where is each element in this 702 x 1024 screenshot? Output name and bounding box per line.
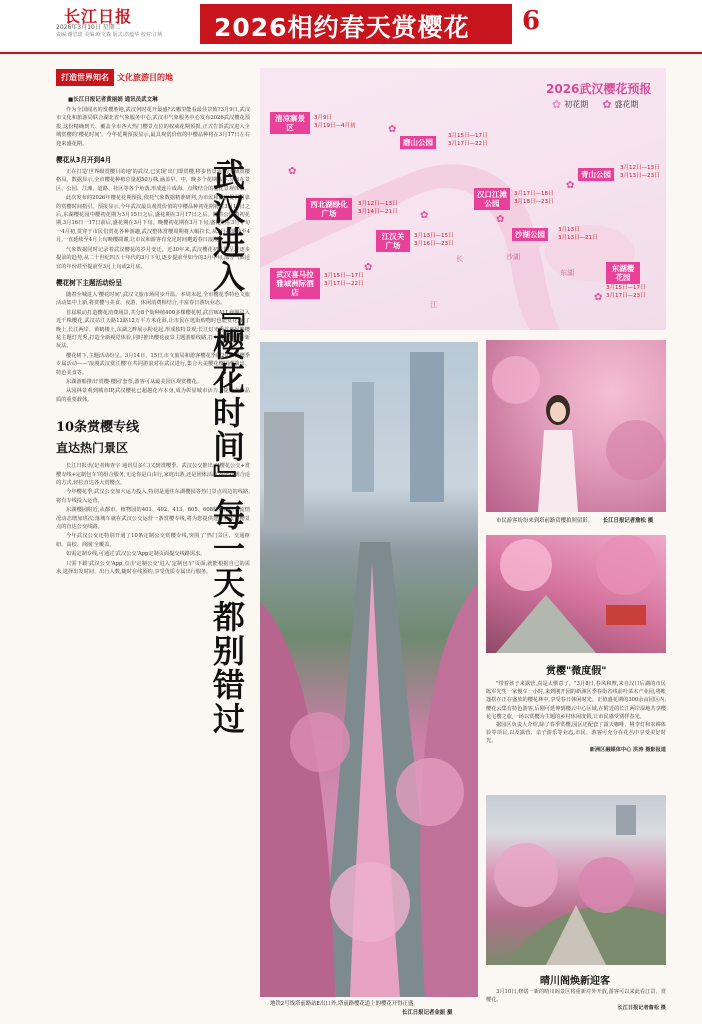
girl-under-cherry-photo: [486, 340, 666, 512]
section-tag: [56, 68, 250, 86]
spot-early-date: 3月15日—17日: [606, 285, 646, 291]
blossom-bud-icon: ✿: [552, 98, 562, 111]
map-spot-dates: [514, 190, 554, 206]
girl-illustration: [486, 340, 666, 512]
map-spot-dates: [324, 272, 364, 288]
qingchuan-text: [486, 988, 666, 1013]
article-paragraph: "带着孩子来露营,真是太惬意了。"3月8日,春风和煦,来自汉口后湖的市民陈军先生一家慢车一小时,来到刚开园的新洲区季春街省线前叶菜木产业园,将帐篷搭在正在盛放的樱花林中,享受春日休闲时光。正值盛花期的300余亩园区内,樱花云集有特色游客,后刚可延伸到樱云中心区域,在附近的长江两岸湿地共享樱花宅樱之旅,一场以赏樱为主题的乡村休闲度假,让市民感受别样春光。: [486, 681, 666, 720]
caption-credit: 长江日报记者詹松 摄: [602, 518, 654, 524]
photo1-caption: [496, 516, 653, 524]
cherry-avenue-illustration: [260, 342, 478, 997]
spot-full-date: 3月17日—22日: [324, 281, 364, 287]
section-banner: [200, 4, 512, 44]
camp-illustration: [486, 535, 666, 653]
map-spot-dates: [414, 232, 454, 248]
blossom-marker-icon: ✿: [420, 210, 429, 221]
article-paragraph: 据园区负责人介绍,除了春季赏樱,园区还配套了露天咖啡、桃李灯和农耕体验等项目,以及露营、亲子游乐等业态,市民、游客可充分在花丛中享受美好时光。: [486, 722, 666, 745]
section-tag-rest: 文化旅游目的地: [117, 72, 173, 82]
main-headline: 武汉进入『樱花时间』每一天都别错过: [208, 158, 246, 736]
qingchuan-pavilion-photo: [486, 795, 666, 965]
article-paragraph: 从园林景观到城市IP,武汉樱花已超越花卉本身,成为彰显城市活力、提升文旅品质的重要载体。: [56, 388, 250, 403]
map-place-word: 东湖: [560, 269, 574, 277]
big-photo-credit: 长江日报记者金振 摄: [402, 1010, 453, 1016]
spot-early-date: 3月17日—18日: [514, 191, 554, 197]
legend-full-label: 盛花期: [614, 100, 639, 109]
article-paragraph: 正在打造'世界级赏樱目的地'的武汉,已实现'出门即赏樱,移步皆景色'的全域赏樱格局。数据显示,全市樱花种植总量超50万株,涵盖早、中、晚多个花期品种,分布在景区、公园、江滩、道路、社区等各个角落,形成连片成海、点线结合的樱花景观体系。: [56, 169, 250, 192]
map-spot-name: 青山公园: [578, 168, 614, 181]
map-place-word: 长: [456, 255, 463, 263]
blossom-marker-icon: ✿: [388, 124, 397, 135]
spot-early-date: 3月12日—13日: [358, 201, 398, 207]
microholiday-text: [486, 680, 666, 754]
article-byline: ■长江日报记者黄丽娟 通讯员武文琳: [68, 97, 158, 103]
article-subhead: 樱花从3月开到4月: [56, 156, 112, 165]
legend-early: [552, 98, 588, 111]
spot-full-date: 3月17日—22日: [448, 141, 488, 147]
spot-full-date: 3月17日—23日: [606, 293, 646, 299]
spot-early-date: 3月13日—15日: [414, 233, 454, 239]
bus-article-title-line1: 10条赏樱专线: [56, 420, 140, 436]
article-paragraph: 东湖游船推出'赏樱·樱园'套票,游客可从最美园区观赏樱花。: [66, 378, 202, 385]
masthead-divider: [0, 52, 702, 54]
article-paragraph: 气象数据同时记录着武汉樱花的岁月变迁。近30年来,武汉樱花初花期呈现逐步提前的趋势,从二十世纪四五十年代的3月下旬,逐步提前至如今的3月中旬,部分气候适宜的年份甚至提前至3月上旬或2月底。: [56, 246, 250, 270]
legend-early-label: 初花期: [564, 100, 589, 109]
map-spot-dates: [448, 132, 488, 148]
blossom-full-icon: ✿: [602, 98, 612, 111]
section-tag-box: 打造世界知名: [56, 69, 114, 86]
page-number: 6: [522, 6, 541, 36]
spot-early-date: 3月12日—13日: [620, 165, 660, 171]
map-spot-dates: [620, 164, 660, 180]
section-heading-qingchuan: 晴川阁焕新迎客: [540, 976, 610, 987]
section-heading-microholiday: 赏樱"微度假": [546, 666, 607, 677]
map-spot-dates: [558, 226, 598, 242]
map-spot-name: 清凉寨景区: [270, 112, 310, 134]
article-paragraph: 首届联动打造樱花消费场景,共分8个街种植400多棵樱花树,武昌WALL商圈引入近千株樱花,武汉站江天路12路12万平方米花海,让市民在逛街购物时也能赏花;到了晚上,长江两岸、黄鹤楼上,东湖之畔展示粉花起,形成独特景观;长江灯光秀首度展映樱花主题灯光秀,打造全新视觉体验,同时推出樱花夜景主题游船线路,打卡樱花季夜游新玩法。: [56, 309, 250, 350]
blossom-marker-icon: ✿: [364, 262, 373, 273]
masthead: [0, 0, 702, 50]
spot-full-date: 3月14日—21日: [358, 209, 398, 215]
article-credit: 长江日报记者詹松 摄: [617, 1005, 666, 1012]
spot-early-date: 3月15日—17日: [324, 273, 364, 279]
article-paragraph: 随着全城进入'樱花时间',武汉文旅市场同步升温。本周末起,全市樱花季特色文旅活动集中上新,将赏樱与美食、夜游、休闲消费相结合,丰富春日游玩业态。: [56, 291, 250, 307]
article-paragraph: 此次发布的2026年樱花花期预报,依托气象数据精准研判,为市民和游客提供可靠的赏樱时间指引。预报显示,今年武汉最具观赏价值的中樱品种初花期将在3月11日之后,东湖樱花园中樱初花期为3月15日之后,盛花期在3月17日之后。随着公园的初花期,3月16日一17日前后,盛花期在3月下旬。晚樱初花期在3月下旬,盛花期在3月下旬一4月初,贯穿于市民们赏花各种游趣,武汉整体赏樱周期将大幅拉长,从3月初延续至4月,一直延续至4月上旬晚樱凋谢,让市民和游客有充足时间邂逅春日浪漫。: [56, 195, 250, 244]
blossom-marker-icon: ✿: [594, 292, 603, 303]
article-paragraph: 今年樱花季,武汉公交加大运力投入,特别是通往东湖樱园等热门景点周边的线路,将有专线投入运营。: [56, 489, 250, 504]
editors-line: 责编:谢思琦 美编:欧文森 版式:洪蕴华 校对:江峡: [56, 32, 163, 38]
spot-full-date: 3月19日—4月初: [314, 123, 356, 129]
caption-text: 地铁2号线塔前路站E出口外,塔前路樱花道上的樱花开得正盛。: [270, 1001, 419, 1007]
article-credit: 新洲区融媒体中心 洪涛 摄影报道: [589, 746, 666, 753]
map-spot-name: 汉口江滩公园: [474, 188, 510, 210]
map-place-word: 江: [430, 301, 437, 309]
glamping-camp-photo: [486, 535, 666, 653]
article-paragraph: 樱花树下,主题活动纷呈。3月14日、15日,市文旅局和游客樱花季的2026赏樱季专属活动——'浪漫武汉赏江樱'在共同游浪对在武汉进行,集合大美樱花樱国潮演出、特色美食等。: [56, 352, 250, 376]
spot-early-date: 3月13日: [558, 227, 580, 233]
caption-text: 市民游客纷纷来到塔前路赏樱拍照留影。: [496, 518, 594, 524]
newspaper-logo: 长江日报: [64, 7, 133, 26]
bus-article-title-line2: 直达热门景区: [56, 441, 129, 456]
issue-date: 2026年3月10日 星期二: [56, 24, 121, 31]
article-paragraph: 长江日报讯(记者梅查宇 通讯员多仁)又到赏樱季。武汉公交推出了'樱花公交+赏樱专线+定制包车'的组合服务,无论你是白由行,家庭出游,还是团体活动,都能找到合适的方式,轻松直达各大赏樱点。: [56, 463, 250, 486]
map-spot-name: 磨山公园: [400, 136, 436, 149]
article-paragraph: 如需定制专线,可通过'武汉公交'App定制页面提交线路需求。: [66, 551, 206, 558]
spot-full-date: 3月18日—23日: [514, 199, 554, 205]
blossom-marker-icon: ✿: [496, 214, 505, 225]
map-spot-name: 武汉喜马拉雅城洲际酒店: [270, 268, 320, 299]
spot-full-date: 3月13日—23日: [620, 173, 660, 179]
spot-early-date: 3月9日: [314, 115, 332, 121]
blossom-marker-icon: ✿: [288, 166, 297, 177]
map-place-word: 沙湖: [506, 253, 520, 261]
map-spot-name: 西北湖绿化广场: [306, 198, 352, 220]
map-title: 2026武汉樱花预报: [546, 82, 652, 96]
spot-full-date: 3月16日—23日: [414, 241, 454, 247]
map-spot-name: 东湖樱花园: [606, 262, 640, 284]
spot-full-date: 3月13日—21日: [558, 235, 598, 241]
article-paragraph: 今年武汉公交还特别开通了10条定制公交赏樱专线,突围了'热门景区、交通枢纽、高校、商圈'全覆盖。: [56, 533, 250, 548]
blossom-marker-icon: ✿: [566, 180, 575, 191]
pavilion-illustration: [486, 795, 666, 965]
map-spot-name: 沙湖公园: [512, 228, 548, 241]
article-paragraph: 3月10日,修缮一新的晴川阁景区将重新对外开放,游客可以来此看江景、赏樱花。: [486, 989, 666, 1004]
cherry-avenue-photo: [260, 342, 478, 997]
map-spot-dates: [314, 114, 356, 130]
map-spot-dates: [358, 200, 398, 216]
map-legend: [552, 98, 638, 111]
article-paragraph: 作为全国闻名的赏樱胜地,武汉何时花开最盛?去哪里能看最佳景致?3月9日,武汉市文化和旅游局联合湖北省气象服务中心,武汉市气象服务中心发布2026武汉樱花预报,这份精确到天、覆盖全市各大热门樱景点位的权威花期预报,正式告诉武汉进入全城赏樱的'樱花时间'。今年花期预报显示,最具观赏价值的中樱品种将在3月17日左右迎来盛花期。: [56, 107, 250, 147]
map-spot-name: 江汉关广场: [376, 230, 410, 252]
article-paragraph: 只需下载'武汉公交'App,点击'定制公交'进入'定制包车'页面,就能根据自己的需求,选择出发时间、出行人数,随时在线预约,享受优质专属出行服务。: [56, 560, 250, 576]
article-paragraph: 东湖樱园附近,从都市、植物园的401、402、413、605、608路将根据客流情况动态增加班次;落城车就在武汉公交运营一条赏樱专线,将为您提供途经各大赏樱景点的直达公交线路。: [56, 507, 250, 531]
section-banner-title: 2026相约春天赏樱花: [214, 13, 470, 42]
sakura-forecast-map: [260, 68, 666, 330]
legend-full: [602, 98, 638, 111]
article-subhead: 樱花树下主题活动纷呈: [56, 278, 122, 287]
spot-early-date: 3月15日—17日: [448, 133, 488, 139]
big-photo-caption: [270, 999, 419, 1007]
map-spot-dates: [606, 284, 646, 300]
